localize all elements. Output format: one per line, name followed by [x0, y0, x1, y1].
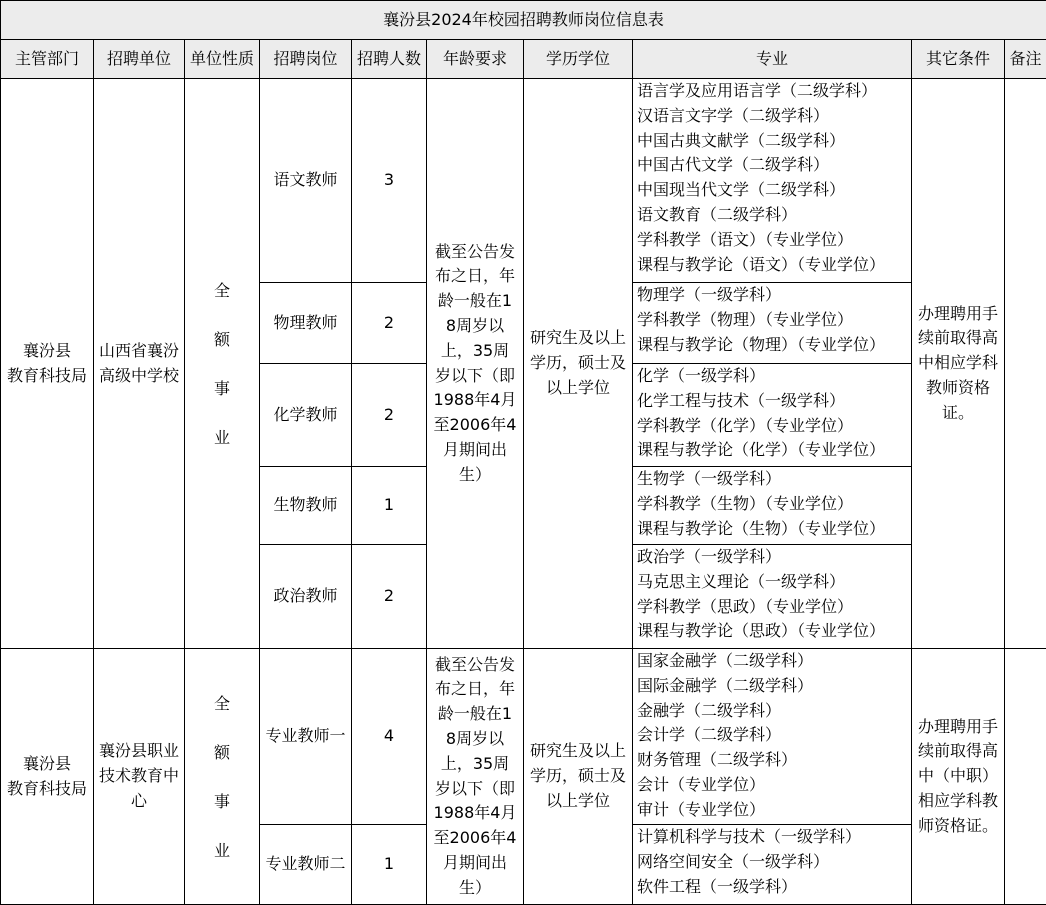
- count-cell: 2: [352, 283, 427, 364]
- count-cell: 1: [352, 825, 427, 905]
- position-cell: 语文教师: [260, 79, 352, 283]
- table-title: 襄汾县2024年校园招聘教师岗位信息表: [1, 1, 1046, 40]
- major-item: 生物学（一级学科）: [637, 469, 782, 488]
- major-item: 计算机科学与技术（一级学科）: [637, 827, 862, 846]
- major-item: 课程与教学论（语文）（专业学位）: [637, 254, 886, 274]
- major-item: 学科教学（化学）（专业学位）: [637, 415, 854, 435]
- column-header: 备注: [1005, 40, 1046, 79]
- major-item: 政治学（一级学科）: [637, 547, 782, 566]
- position-cell: 化学教师: [260, 364, 352, 467]
- major-item: 金融学（二级学科）: [637, 700, 782, 720]
- major-item: 审计（专业学位）: [637, 799, 766, 819]
- unit-cell: 襄汾县职业技术教育中心: [94, 649, 185, 905]
- note-cell: [1005, 649, 1046, 905]
- major-item: 课程与教学论（物理）（专业学位）: [637, 334, 886, 354]
- column-header: 单位性质: [185, 40, 260, 79]
- table-row: [1, 649, 1046, 825]
- other-conditions-cell: 办理聘用手续前取得高中相应学科教师资格证。: [912, 79, 1005, 649]
- major-cell: [633, 467, 912, 545]
- note-cell: [1005, 79, 1046, 649]
- major-item: 软件工程（一级学科）: [637, 876, 798, 896]
- major-cell: [633, 364, 912, 467]
- position-cell: 政治教师: [260, 545, 352, 649]
- major-item: 课程与教学论（生物）（专业学位）: [637, 518, 886, 538]
- count-cell: 3: [352, 79, 427, 283]
- major-item: 学科教学（思政）（专业学位）: [637, 596, 854, 616]
- major-cell: [633, 649, 912, 825]
- column-header: 专业: [633, 40, 912, 79]
- department-cell: 襄汾县 教育科技局: [1, 649, 94, 905]
- unit-nature-cell: 全 额 事 业: [185, 649, 260, 905]
- unit-nature-cell: 全 额 事 业: [185, 79, 260, 649]
- major-item: 语言学及应用语言学（二级学科）: [637, 81, 878, 100]
- column-header: 年龄要求: [427, 40, 524, 79]
- column-header: 招聘人数: [352, 40, 427, 79]
- major-item: 学科教学（生物）（专业学位）: [637, 493, 854, 513]
- column-header: 招聘岗位: [260, 40, 352, 79]
- major-item: 会计学（二级学科）: [637, 725, 782, 745]
- position-cell: 生物教师: [260, 467, 352, 545]
- major-item: 网络空间安全（一级学科）: [637, 851, 830, 871]
- major-cell: [633, 79, 912, 283]
- education-cell: 研究生及以上学历，硕士及以上学位: [524, 649, 633, 905]
- major-item: 国际金融学（二级学科）: [637, 675, 814, 695]
- major-cell: [633, 825, 912, 905]
- position-cell: 专业教师一: [260, 649, 352, 825]
- major-item: 中国古代文学（二级学科）: [637, 155, 830, 175]
- major-item: 财务管理（二级学科）: [637, 750, 798, 770]
- major-item: 学科教学（物理）（专业学位）: [637, 309, 854, 329]
- major-item: 课程与教学论（化学）（专业学位）: [637, 440, 886, 460]
- unit-cell: 山西省襄汾高级中学校: [94, 79, 185, 649]
- position-cell: 专业教师二: [260, 825, 352, 905]
- major-item: 课程与教学论（思政）（专业学位）: [637, 621, 886, 641]
- column-header: 学历学位: [524, 40, 633, 79]
- major-item: 中国古典文献学（二级学科）: [637, 130, 846, 150]
- major-item: 语文教育（二级学科）: [637, 204, 798, 224]
- age-requirement-cell: 截至公告发布之日，年龄一般在18周岁以上，35周岁以下（即1988年4月至2006年4月期间出生）: [427, 79, 524, 649]
- department-cell: 襄汾县 教育科技局: [1, 79, 94, 649]
- major-item: 学科教学（语文）（专业学位）: [637, 229, 854, 249]
- count-cell: 2: [352, 545, 427, 649]
- count-cell: 4: [352, 649, 427, 825]
- major-item: 中国现当代文学（二级学科）: [637, 180, 846, 200]
- other-conditions-cell: 办理聘用手续前取得高中（中职）相应学科教师资格证。: [912, 649, 1005, 905]
- column-header: 其它条件: [912, 40, 1005, 79]
- age-requirement-cell: 截至公告发布之日，年龄一般在18周岁以上，35周岁以下（即1988年4月至2006年4月期间出生）: [427, 649, 524, 905]
- table-row: [1, 79, 1046, 283]
- major-cell: [633, 283, 912, 364]
- major-item: 汉语言文字学（二级学科）: [637, 105, 830, 125]
- count-cell: 1: [352, 467, 427, 545]
- education-cell: 研究生及以上学历，硕士及以上学位: [524, 79, 633, 649]
- major-cell: [633, 545, 912, 649]
- major-item: 会计（专业学位）: [637, 774, 766, 794]
- column-header: 招聘单位: [94, 40, 185, 79]
- position-cell: 物理教师: [260, 283, 352, 364]
- major-item: 马克思主义理论（一级学科）: [637, 571, 846, 591]
- major-item: 物理学（一级学科）: [637, 285, 782, 304]
- count-cell: 2: [352, 364, 427, 467]
- major-item: 化学（一级学科）: [637, 366, 766, 385]
- major-item: 化学工程与技术（一级学科）: [637, 390, 846, 410]
- column-header: 主管部门: [1, 40, 94, 79]
- major-item: 国家金融学（二级学科）: [637, 651, 814, 670]
